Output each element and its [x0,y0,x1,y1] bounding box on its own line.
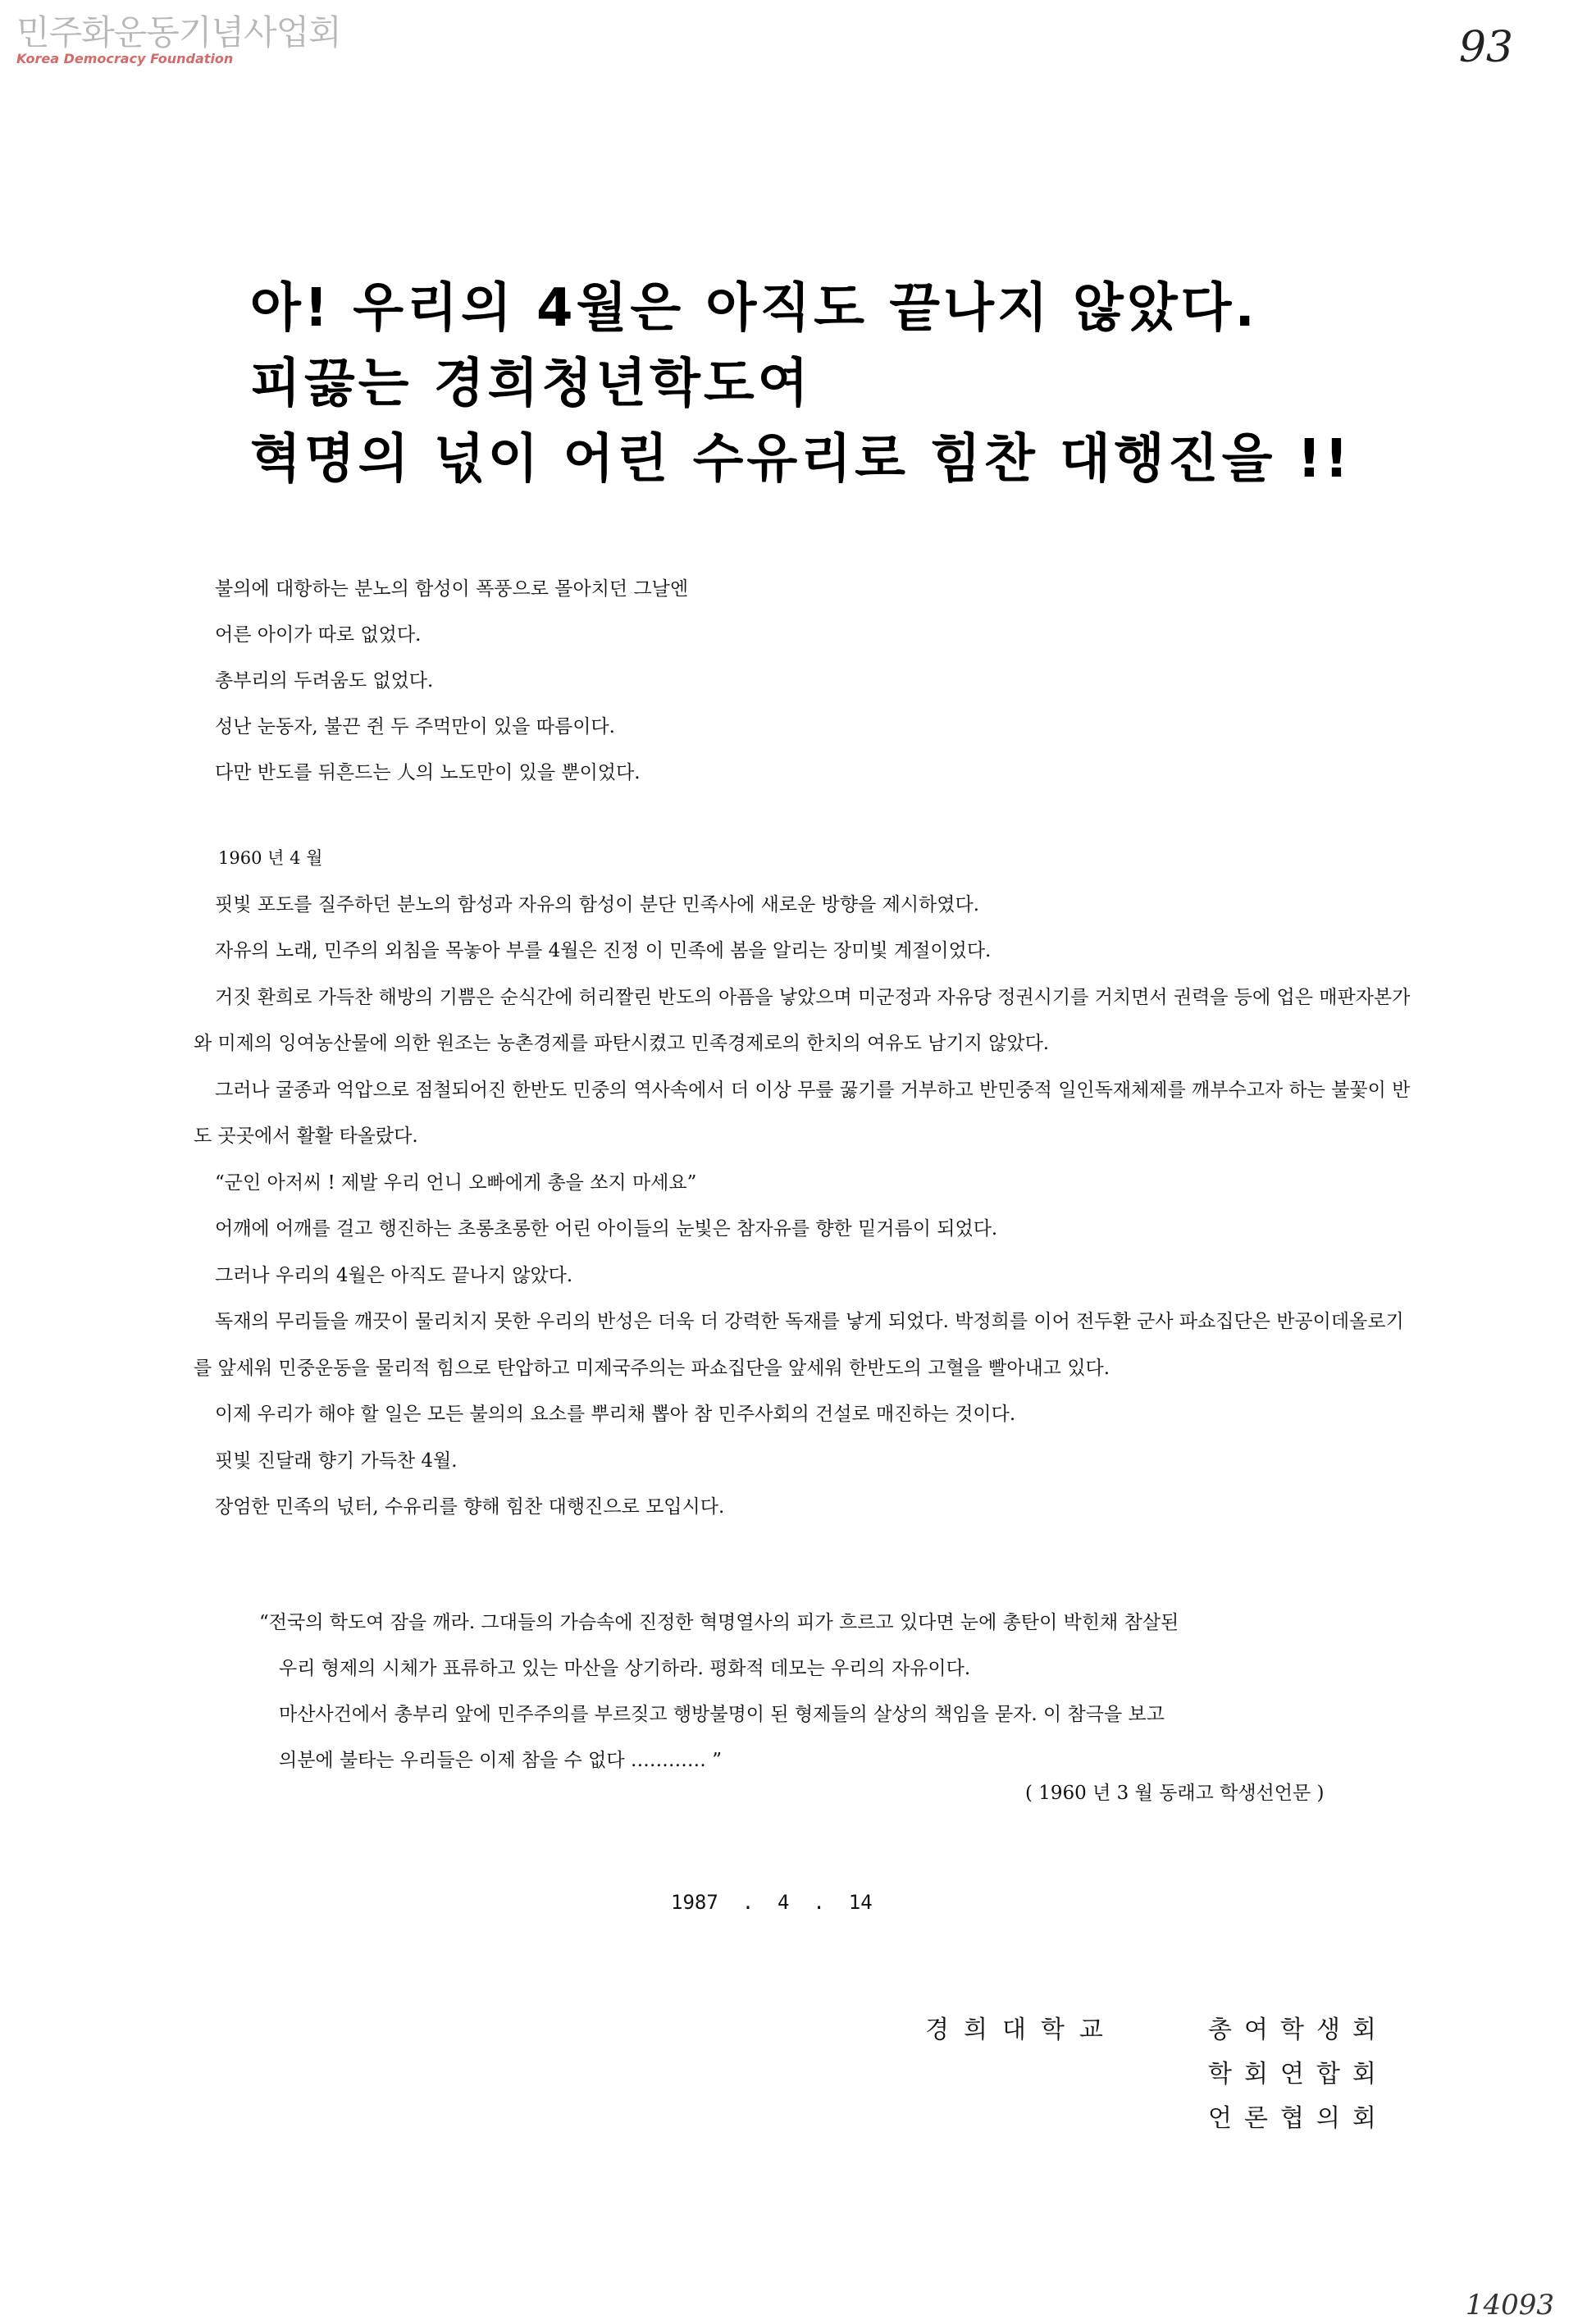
archive-number: 14093 [1465,2289,1554,2322]
verse-line: 불의에 대항하는 분노의 함성이 폭풍으로 몰아치던 그날엔 [215,578,689,600]
watermark-logo [16,13,341,67]
paragraph: 이제 우리가 해야 할 일은 모든 불의의 요소를 뿌리채 뽑아 참 민주사회의 건설로 매진하는 것이다. [215,1404,1016,1425]
quote-line: 의분에 불타는 우리들은 이제 참을 수 없다 ………… ” [279,1750,722,1771]
verse-line: 총부리의 두려움도 없었다. [215,670,434,692]
headline [250,271,1439,497]
organization-name: 학회연합회 [1208,2060,1389,2089]
opening-verse [215,566,688,796]
quote-line: “전국의 학도여 잠을 깨라. 그대들의 가슴속에 진정한 혁명열사의 피가 흐르고 있다면 눈에 총탄이 박힌채 참살된 [259,1612,1179,1633]
publication-date: 1987 . 4 . 14 [671,1891,873,1914]
paragraph: 핏빛 진달래 향기 가득찬 4월. [215,1450,458,1472]
body-text [194,835,1416,1531]
handwritten-page-number: 93 [1458,23,1513,72]
verse-line: 성난 눈동자, 불끈 쥔 두 주먹만이 있을 따름이다. [215,716,615,737]
date-heading: 1960 년 4 월 [218,848,323,868]
headline-line: 혁명의 넋이 어린 수유리로 힘찬 대행진을 !! [250,429,1352,490]
organization-list [1208,2008,1389,2141]
paragraph: 핏빛 포도를 질주하던 분노의 함성과 자유의 함성이 분단 민족사에 새로운 방향을 제시하였다. [215,893,980,915]
organization-name: 언론협의회 [1208,2104,1389,2133]
quote-line: 마산사건에서 총부리 앞에 민주주의를 부르짖고 행방불명이 된 형제들의 살상의 책임을 묻자. 이 참극을 보고 [279,1704,1165,1725]
paragraph: 그러나 굴종과 억압으로 점철되어진 한반도 민중의 역사속에서 더 이상 무릎 꿇기를 거부하고 반민중적 일인독재체제를 깨부수고자 하는 불꽃이 반도 곳곳에서 활활 타올랐다. [194,1079,1411,1147]
paragraph: “군인 아저씨 ! 제발 우리 언니 오빠에게 총을 쏘지 마세요” [215,1171,697,1194]
verse-line: 어른 아이가 따로 없었다. [215,624,422,646]
quote-source: ( 1960 년 3 월 동래고 학생선언문 ) [1025,1783,1325,1804]
paragraph: 장엄한 민족의 넋터, 수유리를 향해 힘찬 대행진으로 모입시다. [215,1496,725,1518]
watermark-subtitle: Korea Democracy Foundation [16,51,234,66]
organization-name: 총여학생회 [1208,2016,1389,2044]
headline-line: 피끓는 경희청년학도여 [250,354,812,414]
paragraph: 독재의 무리들을 깨끗이 물리치지 못한 우리의 반성은 더욱 더 강력한 독재를 낳게 되었다. 박정희를 이어 전두환 군사 파쇼집단은 반공이데올로기를 앞세워 민중운동을 물리적 힘으로 탄압하고 미제국주의는 파쇼집단을 앞세워 한반도의 고혈을 빨아내고 있다. [194,1311,1404,1379]
paragraph: 그러나 우리의 4월은 아직도 끝나지 않았다. [215,1264,573,1286]
school-name: 경희대학교 [925,2016,1118,2044]
paragraph: 자유의 노래, 민주의 외침을 목놓아 부를 4월은 진정 이 민족에 봄을 알리는 장미빛 계절이었다. [215,940,992,961]
block-quote [259,1600,1407,1783]
paragraph: 어깨에 어깨를 걸고 행진하는 초롱초롱한 어린 아이들의 눈빛은 참자유를 향한 밑거름이 되었다. [215,1218,998,1240]
paragraph: 거짓 환희로 가득찬 해방의 기쁨은 순식간에 허리짤린 반도의 아픔을 낳았으며 미군정과 자유당 정권시기를 거치면서 권력을 등에 업은 매판자본가와 미제의 잉여농산물에 의한 원조는 농촌경제를 파탄시켰고 민족경제로의 한치의 여유도 남기지 않았다. [194,986,1411,1054]
verse-line: 다만 반도를 뒤흔드는 人의 노도만이 있을 뿐이었다. [215,762,641,783]
headline-line: 아! 우리의 4월은 아직도 끝나지 않았다. [250,278,1258,339]
watermark-title: 민주화운동기념사업회 [16,12,341,53]
quote-line: 우리 형제의 시체가 표류하고 있는 마산을 상기하라. 평화적 데모는 우리의 자유이다. [279,1658,971,1679]
